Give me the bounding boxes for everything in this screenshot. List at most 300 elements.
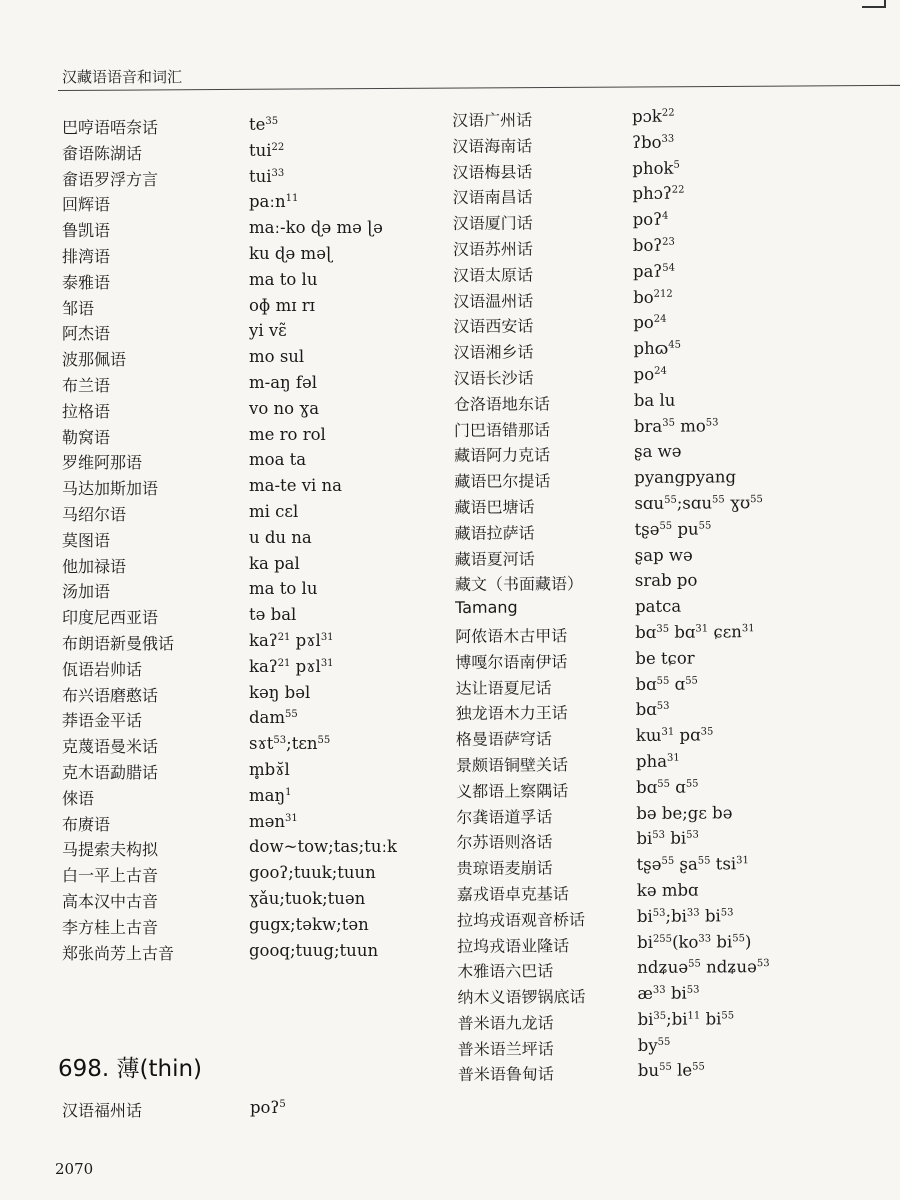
form-segment: te	[249, 115, 266, 134]
entry-row	[453, 312, 883, 340]
form-segment: u du na	[249, 527, 312, 547]
tone-superscript: 21	[277, 631, 291, 643]
entry-language: 汉语广州话	[452, 110, 533, 130]
form-segment: ma to lu	[249, 269, 318, 289]
form-segment: tʂə	[634, 519, 660, 539]
entry-form	[249, 192, 298, 211]
form-segment: ku ɖə məɭ	[249, 243, 332, 263]
entry-row	[62, 399, 442, 425]
entry-language: 罗维阿那语	[62, 453, 143, 473]
entry-form	[633, 313, 666, 332]
entry-row	[62, 347, 442, 373]
tone-superscript: 31	[741, 623, 755, 635]
entry-language: 畲语陈湖话	[62, 143, 143, 163]
entry-form	[633, 236, 675, 255]
entry-row	[452, 183, 882, 211]
entry-form	[249, 941, 378, 960]
tone-superscript: 53	[652, 907, 666, 919]
entry-language: 仓洛语地东话	[453, 394, 550, 414]
entry-form	[638, 1061, 705, 1080]
tone-superscript: 255	[652, 933, 673, 945]
form-segment: (ko	[671, 932, 699, 952]
form-segment: ma to lu	[249, 579, 318, 599]
entry-form	[633, 261, 675, 280]
section-heading: 698. 薄(thin)	[58, 1056, 203, 1082]
entry-form	[634, 442, 682, 461]
form-segment: ka pal	[249, 553, 300, 573]
tone-superscript: 53	[720, 906, 734, 919]
form-segment: )	[744, 931, 752, 951]
entry-language: 倈语	[62, 788, 95, 808]
entry-language: 汉语福州话	[62, 1101, 143, 1120]
entry-row	[62, 657, 442, 683]
form-segment: ʂa wə	[634, 441, 682, 462]
entry-language: 木雅语六巴话	[457, 961, 554, 982]
form-segment: pɤl	[290, 630, 321, 650]
tone-superscript: 53	[652, 830, 666, 842]
entry-form	[249, 373, 317, 392]
entry-form	[636, 777, 699, 796]
form-segment: m-aŋ fəl	[249, 372, 318, 392]
entry-form	[632, 107, 675, 126]
tone-superscript: 35	[662, 417, 675, 429]
tone-superscript: 55	[750, 494, 763, 506]
tone-superscript: 31	[666, 752, 680, 764]
entry-row	[456, 724, 886, 752]
tone-superscript: 35	[700, 726, 714, 738]
entry-form	[632, 184, 684, 203]
tone-superscript: 55	[661, 855, 675, 867]
right-column	[452, 105, 888, 1088]
entry-row	[62, 450, 442, 476]
form-segment: bɑ	[669, 622, 696, 642]
entry-row	[454, 467, 884, 495]
tone-superscript: 5	[279, 1099, 286, 1110]
entry-form	[634, 493, 763, 513]
entry-form	[637, 932, 751, 952]
entry-form	[633, 210, 669, 229]
entry-row	[62, 270, 442, 296]
form-segment: ɕɛn	[708, 622, 742, 642]
form-segment: phok	[632, 158, 674, 178]
entry-language: 阿杰语	[62, 324, 111, 344]
tone-superscript: 11	[687, 1010, 701, 1022]
entry-row	[62, 837, 442, 863]
entry-row	[62, 812, 442, 838]
entry-language: 尔苏语则洛话	[456, 832, 553, 853]
entry-row	[454, 389, 884, 417]
entry-language: 汉语温州话	[453, 291, 534, 311]
entry-language: 巴哼语唔奈话	[62, 118, 159, 137]
form-segment: pu	[672, 519, 699, 539]
entry-language: 李方桂上古音	[62, 917, 159, 937]
entry-form	[637, 880, 699, 899]
entry-language: 拉坞戎语观音桥话	[456, 909, 586, 930]
form-segment: bo	[633, 287, 654, 307]
tone-superscript: 35	[265, 116, 279, 127]
entry-row	[458, 1060, 888, 1088]
form-segment: me ro rol	[249, 424, 326, 444]
tone-superscript: 55	[659, 520, 673, 532]
entry-form	[634, 365, 667, 384]
entry-row	[62, 605, 442, 631]
entry-language: 布兴语磨憨话	[62, 685, 159, 705]
entry-row	[62, 631, 442, 657]
entry-language: 佤语岩帅话	[62, 659, 143, 679]
entry-form	[249, 760, 290, 779]
entry-language: 马提索夫构拟	[62, 840, 159, 860]
form-segment: gugx;təkw;tən	[249, 914, 369, 934]
form-segment: ;tɛn	[286, 734, 318, 754]
tone-superscript: 21	[277, 657, 291, 669]
form-segment: bə be;gɛ bə	[636, 802, 733, 823]
entry-row	[457, 957, 887, 985]
entry-form	[249, 270, 317, 289]
form-segment: phɷ	[633, 338, 669, 359]
entry-row	[62, 244, 442, 270]
entry-row	[453, 260, 883, 288]
form-segment: gooq;tuug;tuun	[249, 940, 379, 960]
entry-row	[455, 518, 885, 546]
entry-language: 畲语罗浮方言	[62, 169, 159, 189]
entry-language: 马绍尔语	[62, 504, 127, 524]
form-segment: dam	[249, 708, 286, 728]
entry-row	[455, 647, 885, 675]
form-segment: ɑ	[669, 777, 686, 797]
entry-language: 达让语夏尼话	[455, 677, 552, 698]
entry-form	[249, 115, 278, 134]
entry-form	[637, 906, 734, 926]
tone-superscript: 55	[664, 494, 677, 506]
form-segment: bi	[637, 932, 653, 952]
tone-superscript: 1	[285, 786, 292, 798]
entry-row	[456, 776, 886, 804]
tone-superscript: 33	[271, 167, 285, 179]
form-segment: tsi	[710, 854, 737, 874]
tone-superscript: 35	[653, 1010, 667, 1022]
entry-form	[249, 502, 298, 521]
form-segment: maŋ	[249, 785, 286, 805]
entry-row	[455, 544, 885, 572]
entry-form	[637, 957, 769, 977]
entry-language: 藏语巴尔提话	[454, 471, 551, 492]
form-segment: tə bal	[249, 605, 297, 625]
tone-superscript: 55	[697, 855, 711, 867]
form-segment: ;bi	[666, 1009, 688, 1029]
entry-row	[62, 167, 442, 193]
entry-language: 布赓语	[62, 814, 111, 834]
entry-form	[249, 141, 284, 160]
tone-superscript: 53	[656, 701, 670, 713]
entry-language: 藏语巴塘话	[454, 497, 535, 517]
tone-superscript: 31	[736, 855, 749, 867]
form-segment: vo no ɣa	[249, 398, 320, 418]
tone-superscript: 22	[271, 141, 285, 153]
form-segment: pha	[635, 751, 668, 771]
tone-superscript: 55	[685, 778, 699, 790]
entry-row	[62, 192, 442, 218]
entry-language: 汉语梅县话	[452, 162, 533, 182]
entry-language: 排湾语	[62, 246, 111, 266]
form-segment: bɑ	[635, 622, 657, 642]
tone-superscript: 31	[661, 726, 675, 738]
entry-language: 鲁凯语	[62, 221, 111, 241]
entry-row	[457, 931, 887, 959]
tone-superscript: 33	[698, 932, 712, 945]
form-segment: ʂa	[674, 854, 698, 874]
left-column	[62, 115, 442, 966]
form-segment: ba lu	[633, 390, 676, 410]
form-segment: bi	[664, 828, 687, 849]
form-segment: æ	[637, 983, 653, 1003]
entry-language: 勒窝语	[62, 427, 111, 447]
entry-language: 马达加斯加语	[62, 479, 159, 499]
form-segment: boʔ	[632, 235, 663, 255]
tone-superscript: 22	[661, 107, 675, 119]
form-segment: kəŋ bəl	[249, 682, 311, 702]
entry-language: 汉语海南话	[452, 136, 533, 156]
entry-language: 格曼语萨穹话	[455, 729, 552, 750]
form-segment: kaʔ	[249, 656, 278, 676]
entry-language: 独龙语木力王话	[455, 703, 568, 724]
entry-row	[62, 941, 442, 967]
entry-form	[634, 416, 719, 436]
tone-superscript: 4	[661, 210, 669, 222]
entry-form	[637, 854, 749, 874]
tone-superscript: 45	[668, 339, 681, 351]
form-segment: ɣǎu;tuok;tuən	[249, 888, 366, 908]
entry-form	[249, 425, 326, 444]
form-segment: tui	[249, 166, 272, 186]
form-segment: oɸ mɪ rɪ	[249, 295, 315, 315]
entry-row	[454, 363, 884, 391]
entry-row	[453, 286, 883, 314]
entry-row	[62, 734, 442, 760]
form-segment: po	[633, 364, 655, 384]
tone-superscript: 55	[688, 958, 701, 970]
entry-form	[636, 803, 732, 823]
form-segment: ;bi	[665, 906, 687, 926]
form-segment: bi	[711, 931, 733, 951]
entry-language: 布朗语新曼俄话	[62, 633, 175, 653]
tone-superscript: 11	[285, 193, 299, 205]
entry-form	[249, 889, 365, 908]
entry-row	[62, 579, 442, 605]
form-segment: sɑu	[634, 493, 665, 513]
tone-superscript: 55	[657, 1036, 671, 1048]
entry-row	[452, 105, 882, 133]
entry-language: 克蔑语曼米话	[62, 737, 159, 757]
entry-form	[249, 579, 317, 598]
entry-row	[62, 760, 442, 786]
entry-language: 汉语湘乡话	[453, 342, 534, 363]
form-segment: mən	[249, 811, 286, 831]
tone-superscript: 212	[653, 288, 673, 300]
entry-form	[634, 390, 676, 409]
form-segment: mo	[674, 416, 706, 436]
form-segment: mo sul	[249, 347, 305, 367]
entry-form	[249, 786, 292, 805]
entry-form	[636, 829, 699, 848]
entry-language: 纳木义语锣锅底话	[457, 987, 586, 1008]
entry-row	[62, 321, 442, 347]
entry-language: 回辉语	[62, 195, 111, 215]
entry-form	[632, 158, 680, 177]
entry-language: 汉语厦门话	[452, 213, 533, 234]
form-segment: mi cɛl	[249, 501, 299, 521]
entry-row	[455, 570, 885, 598]
form-segment: tʂə	[636, 854, 662, 874]
entry-language: 博嘎尔语南伊话	[455, 652, 568, 672]
entry-row	[62, 863, 442, 889]
tone-superscript: 53	[686, 984, 700, 996]
entry-language: 阿侬语木古甲话	[455, 626, 568, 646]
form-segment: bɑ	[635, 700, 657, 720]
entry-form	[636, 700, 670, 719]
entry-row	[62, 889, 442, 915]
tone-superscript: 22	[671, 184, 685, 197]
form-segment: ʂap wə	[634, 545, 693, 565]
entry-form	[638, 1035, 671, 1054]
entry-language: 汉语长沙话	[453, 368, 534, 388]
form-segment: pɔk	[631, 106, 662, 126]
entry-row	[458, 1008, 888, 1036]
entry-row	[62, 786, 442, 812]
entry-form	[635, 648, 694, 667]
form-segment: maː-ko ɖə mə ɭə	[249, 218, 383, 238]
entry-language: 义都语上察隅话	[456, 781, 569, 801]
form-segment: bi	[665, 983, 687, 1003]
entry-form	[249, 528, 312, 547]
entry-language: 尔龚语道孚话	[456, 806, 553, 827]
entry-language: 波那佩语	[62, 350, 127, 370]
entry-form	[249, 399, 319, 418]
entry-form	[635, 622, 754, 642]
entry-row	[62, 373, 442, 399]
entry-form	[249, 218, 383, 237]
tone-superscript: 55	[692, 1061, 705, 1074]
tone-superscript: 53	[273, 735, 287, 747]
entry-language: 汉语苏州话	[452, 239, 533, 259]
entry-row	[457, 853, 887, 881]
entry-form	[635, 545, 693, 564]
entry-language: 他加禄语	[62, 556, 127, 576]
form-segment: bɑ	[635, 674, 657, 694]
tone-superscript: 54	[662, 262, 675, 274]
entry-form	[635, 597, 681, 616]
entry-language: 普米语九龙话	[457, 1013, 554, 1033]
form-segment: gooʔ;tuuk;tuun	[249, 863, 376, 883]
entry-language: 藏语夏河话	[454, 549, 535, 569]
entry-form	[249, 683, 310, 702]
form-segment: pɑ	[674, 725, 701, 745]
entry-language: 贵琼语麦崩话	[456, 858, 553, 879]
entry-form	[249, 812, 298, 831]
form-segment: sɤt	[249, 734, 274, 754]
entry-row	[62, 528, 442, 554]
form-segment: bi	[700, 1009, 722, 1029]
page-corner-mark	[862, 0, 886, 8]
entry-form	[633, 287, 673, 306]
tone-superscript: 24	[654, 365, 667, 377]
tone-superscript: 33	[686, 907, 700, 919]
form-segment: bɑ	[636, 777, 658, 797]
entry-form	[249, 708, 298, 727]
form-segment: bi	[637, 1009, 654, 1029]
entry-row	[62, 425, 442, 451]
entry-row	[456, 828, 886, 856]
entry-row	[458, 1034, 888, 1062]
entry-form	[250, 1098, 286, 1117]
entry-row	[456, 750, 886, 778]
form-segment: by	[637, 1035, 658, 1055]
entry-row	[457, 879, 887, 907]
entry-form	[249, 450, 306, 469]
entry-form	[249, 837, 397, 856]
entry-language: 拉格语	[62, 401, 111, 421]
tone-superscript: 55	[698, 520, 712, 532]
entry-form	[636, 726, 714, 745]
entry-language: 拉坞戎语业隆话	[457, 935, 570, 956]
entry-form	[249, 244, 332, 263]
tone-superscript: 55	[711, 494, 725, 506]
entry-row	[62, 708, 442, 734]
form-segment: le	[671, 1061, 693, 1081]
tone-superscript: 5	[673, 159, 680, 171]
entry-language: 门巴语错那话	[453, 419, 551, 440]
entry-row	[456, 802, 886, 830]
entry-form	[249, 296, 315, 315]
entry-row	[452, 131, 882, 159]
entry-row	[62, 683, 442, 709]
form-segment: paːn	[249, 192, 286, 212]
form-segment: bi	[636, 829, 653, 849]
entry-form	[249, 915, 369, 934]
entry-form	[637, 984, 699, 1003]
entry-language: 克木语勐腊话	[62, 762, 159, 782]
tone-superscript: 33	[661, 133, 675, 145]
form-segment: bu	[637, 1061, 660, 1081]
entry-form	[249, 476, 342, 495]
entry-form	[249, 631, 334, 650]
entry-row	[455, 621, 885, 649]
entry-language: 莽语金平话	[62, 711, 143, 731]
entry-row	[455, 673, 885, 701]
entry-language: 景颇语铜壁关话	[455, 755, 569, 775]
entry-language: 汉语南昌话	[452, 187, 533, 208]
entry-row	[456, 699, 886, 727]
entry-language: 高本汉中古音	[62, 891, 159, 911]
entry-language: 藏语拉萨话	[454, 523, 535, 543]
entry-language: 莫图语	[62, 530, 111, 550]
tone-superscript: 31	[695, 623, 709, 635]
form-segment: bi	[699, 906, 721, 926]
entry-language: 郑张尚芳上古音	[62, 943, 175, 963]
entry-row	[62, 141, 442, 167]
entry-form	[249, 605, 296, 624]
entry-row	[62, 218, 442, 244]
entry-form	[249, 321, 287, 340]
entry-row	[62, 554, 442, 580]
form-segment: poʔ	[632, 209, 663, 230]
entry-form	[249, 347, 304, 366]
tone-superscript: 23	[662, 236, 675, 248]
entry-language: 普米语兰坪话	[457, 1039, 554, 1059]
entry-row	[453, 209, 883, 237]
entry-language: 汉语太原话	[452, 265, 534, 285]
entry-form	[633, 339, 681, 358]
tone-superscript: 31	[320, 657, 334, 669]
